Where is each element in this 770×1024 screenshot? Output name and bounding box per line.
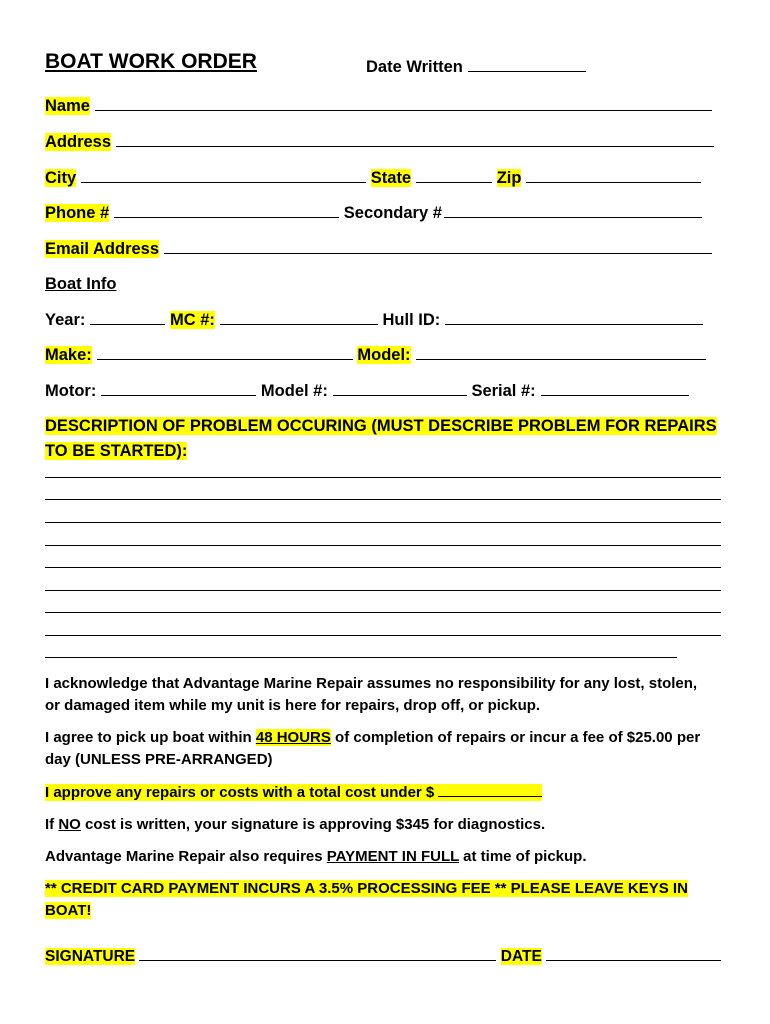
ack-line-1: I acknowledge that Advantage Marine Repair assumes no responsibility for any lost, stolen,: [45, 675, 698, 692]
email-label: Email Address: [45, 240, 160, 258]
state-field[interactable]: [416, 167, 492, 183]
year-label: Year:: [45, 311, 86, 329]
nocost-no: NO: [58, 816, 81, 833]
description-line[interactable]: [45, 590, 721, 591]
serial-label: Serial #:: [471, 382, 536, 400]
payment-full: PAYMENT IN FULL: [326, 848, 459, 865]
state-label: State: [370, 169, 412, 187]
zip-label: Zip: [496, 169, 522, 187]
serial-field[interactable]: [541, 380, 689, 396]
date-written-row: [366, 56, 586, 77]
model-number-field[interactable]: [333, 380, 467, 396]
description-line[interactable]: [45, 499, 721, 500]
payment-post: at time of pickup.: [459, 848, 587, 865]
year-row: [45, 309, 703, 330]
approve-label: I approve any repairs or costs with a total cost under $: [45, 784, 435, 801]
ack-line-2: or damaged item while my unit is here for repairs, drop off, or pickup.: [45, 697, 541, 714]
description-line[interactable]: [45, 545, 721, 546]
date-written-label: Date Written: [366, 58, 463, 76]
page-title: BOAT WORK ORDER: [45, 50, 257, 73]
secondary-label: Secondary #: [343, 204, 442, 222]
description-line[interactable]: [45, 567, 721, 568]
problem-heading-line-1: DESCRIPTION OF PROBLEM OCCURING (MUST DESCRIBE PROBLEM FOR REPAIRS: [45, 417, 717, 435]
model-number-label: Model #:: [260, 382, 328, 400]
payment-pre: Advantage Marine Repair also requires: [45, 848, 327, 865]
signature-field[interactable]: [139, 945, 496, 961]
make-label: Make:: [45, 346, 92, 364]
problem-heading-2: [45, 441, 187, 461]
make-field[interactable]: [97, 344, 353, 360]
problem-heading-line-2: TO BE STARTED):: [45, 442, 188, 460]
description-line[interactable]: [45, 635, 721, 636]
motor-label: Motor:: [45, 382, 97, 400]
city-field[interactable]: [81, 167, 366, 183]
no-cost-row: [45, 814, 735, 836]
signature-date-field[interactable]: [546, 945, 721, 961]
description-line[interactable]: [45, 612, 721, 613]
name-field[interactable]: [95, 95, 712, 111]
acknowledgement-text: [45, 673, 735, 717]
phone-row: [45, 202, 702, 223]
pickup-hours: 48 HOURS: [255, 729, 331, 746]
approve-amount-field[interactable]: [438, 781, 542, 797]
nocost-pre: If: [45, 816, 59, 833]
fee-notice: ** CREDIT CARD PAYMENT INCURS A 3.5% PROCESSING FEE ** PLEASE LEAVE KEYS IN BOAT!: [45, 880, 688, 919]
date-written-field[interactable]: [468, 56, 586, 72]
email-row: [45, 238, 712, 259]
approve-row: [45, 781, 735, 804]
approve-highlight: [45, 784, 542, 801]
description-line[interactable]: [45, 657, 677, 658]
year-field[interactable]: [90, 309, 165, 325]
payment-row: [45, 846, 735, 868]
motor-field[interactable]: [101, 380, 256, 396]
model-label: Model:: [357, 346, 411, 364]
motor-row: [45, 380, 689, 401]
mc-label: MC #:: [169, 311, 215, 329]
pickup-line-1: [45, 727, 735, 749]
phone-field[interactable]: [114, 202, 339, 218]
email-field[interactable]: [164, 238, 712, 254]
address-row: [45, 131, 714, 152]
address-label: Address: [45, 133, 112, 151]
city-row: [45, 167, 701, 188]
hull-field[interactable]: [445, 309, 703, 325]
date-label: DATE: [500, 948, 542, 965]
pickup-line-2: day (UNLESS PRE-ARRANGED): [45, 751, 273, 768]
header-row: [45, 52, 257, 73]
description-line[interactable]: [45, 522, 721, 523]
address-field[interactable]: [116, 131, 714, 147]
pickup-post: of completion of repairs or incur a fee of $25.00 per: [330, 729, 701, 746]
hull-label: Hull ID:: [382, 311, 441, 329]
pickup-terms: [45, 727, 735, 771]
zip-field[interactable]: [526, 167, 701, 183]
boat-info-row: [45, 274, 117, 294]
name-row: [45, 95, 712, 116]
secondary-field[interactable]: [444, 202, 702, 218]
signature-label: SIGNATURE: [45, 948, 136, 965]
mc-field[interactable]: [220, 309, 378, 325]
nocost-post: cost is written, your signature is approving $345 for diagnostics.: [80, 816, 546, 833]
name-label: Name: [45, 97, 90, 115]
model-field[interactable]: [416, 344, 706, 360]
boat-info-heading: Boat Info: [45, 275, 117, 293]
description-line[interactable]: [45, 477, 721, 478]
phone-label: Phone #: [45, 204, 110, 222]
pickup-pre: I agree to pick up boat within: [45, 729, 256, 746]
signature-row: [45, 945, 721, 967]
fee-notice-row: [45, 878, 735, 922]
problem-heading-1: [45, 416, 717, 436]
make-row: [45, 344, 706, 365]
city-label: City: [45, 169, 77, 187]
